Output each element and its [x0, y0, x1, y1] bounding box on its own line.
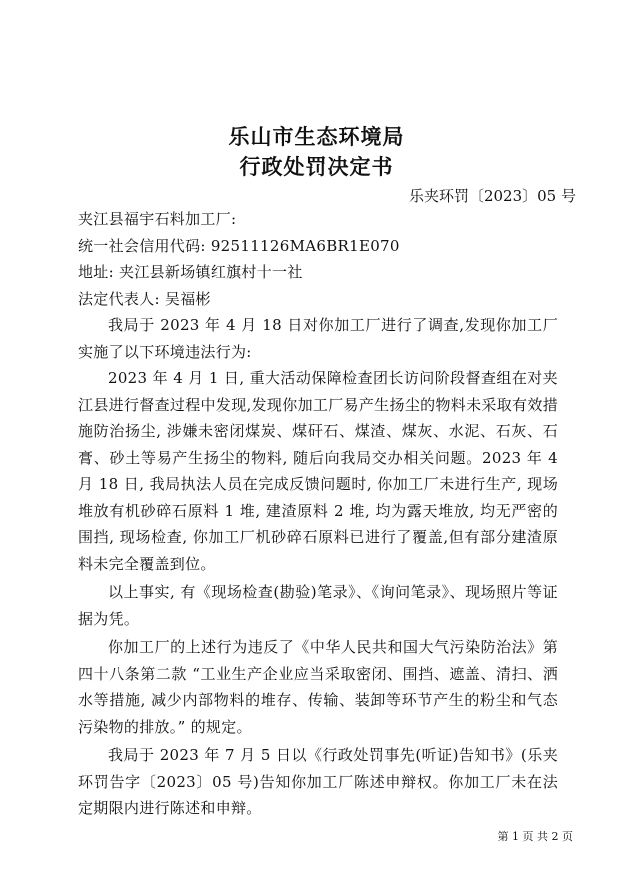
paragraph-notification: 我局于 2023 年 7 月 5 日以《行政处罚事先(听证)告知书》(乐夹环罚告字〔2023〕05 号)告知你加工厂陈述申辩权。你加工厂未在法定期限内进行陈述和申辩。	[78, 746, 558, 817]
credit-code: 统一社会信用代码: 92511126MA6BR1E070	[78, 236, 400, 255]
party-address: 地址: 夹江县新场镇红旗村十一社	[78, 263, 303, 281]
document-number: 乐夹环罚〔2023〕05 号	[408, 187, 576, 205]
paragraph-investigation: 我局于 2023 年 4 月 18 日对你加工厂进行了调查,发现你加工厂实施了以下环境违法行为:	[78, 316, 558, 361]
party-name: 夹江县福宇石料加工厂:	[78, 210, 237, 228]
paragraph-evidence: 以上事实, 有《现场检查(勘验)笔录》、《询问笔录》、现场照片等证据为凭。	[78, 583, 558, 628]
document-body	[78, 206, 558, 822]
agency-title: 乐山市生态环境局	[228, 124, 405, 149]
document-type-title: 行政处罚决定书	[239, 154, 394, 179]
paragraph-violation: 你加工厂的上述行为违反了《中华人民共和国大气污染防治法》第四十八条第二款 “工业生产企业应当采取密闭、围挡、遮盖、清扫、洒水等措施, 减少内部物料的堆存、传输、装卸等环节产生的粉尘和气态污染物的排放。” 的规定。	[78, 638, 558, 736]
page-number: 第 1 页 共 2 页	[497, 830, 573, 843]
legal-representative: 法定代表人: 吴福彬	[78, 289, 211, 308]
paragraph-facts: 2023 年 4 月 1 日, 重大活动保障检查团长访问阶段督查组在对夹江县进行督查过程中发现,发现你加工厂易产生扬尘的物料未采取有效措施防治扬尘, 涉嫌未密闭煤炭、煤矸石、煤渣、煤灰、水泥、石灰、石膏、砂土等易产生扬尘的物料, 随后向我局交办相关问题。2023 年 4 月 18 日, 我局执法人员在完成反馈问题时, 你加工厂未进行生产, 现场堆放有机砂碎石原料 1 堆, 建渣原料 2 堆, 均为露天堆放, 均无严密的围挡, 现场检查, 你加工厂机砂碎石原料已进行了覆盖,但有部分建渣原料未完全覆盖到位。	[78, 369, 558, 573]
